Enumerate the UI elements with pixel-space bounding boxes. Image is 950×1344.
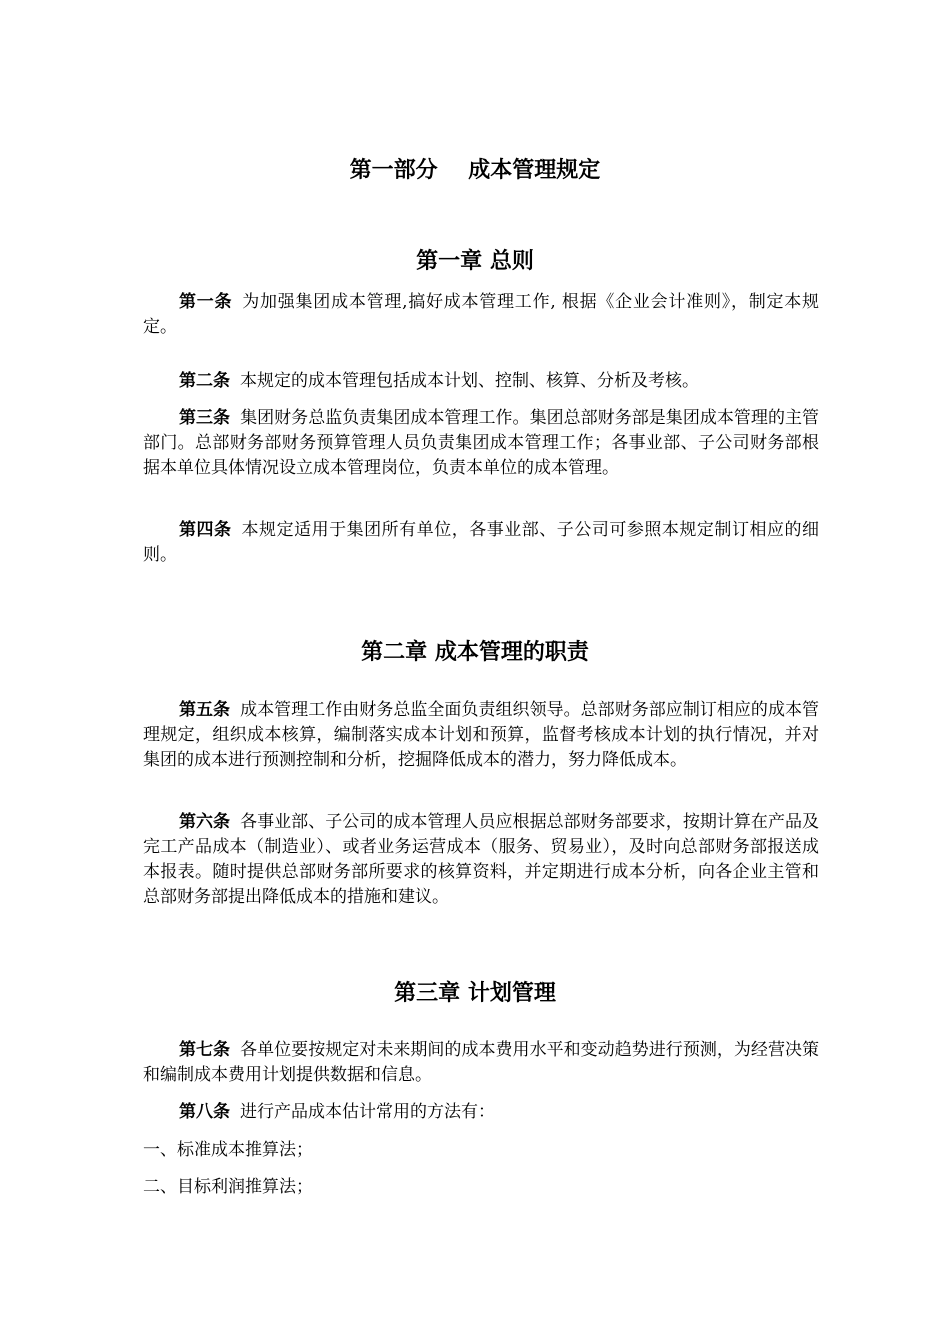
article-label: 第二条 xyxy=(179,371,230,391)
article-label: 第一条 xyxy=(179,292,233,312)
article-text: 各单位要按规定对未来期间的成本费用水平和变动趋势进行预测，为经营决策和编制成本费用计划提供数据和信息。 xyxy=(143,1040,820,1085)
article-label: 第八条 xyxy=(179,1102,230,1122)
article-text: 进行产品成本估计常用的方法有： xyxy=(240,1102,495,1122)
article-label: 第七条 xyxy=(179,1040,231,1060)
chapter-title: 第一章 总则 xyxy=(416,249,534,274)
article-paragraph xyxy=(143,698,819,773)
list-item: 一、标准成本推算法； xyxy=(143,1140,313,1160)
article-text: 集团财务总监负责集团成本管理工作。集团总部财务部是集团成本管理的主管部门。总部财务部财务预算管理人员负责集团成本管理工作；各事业部、子公司财务部根据本单位具体情况设立成本管理岗位，负责本单位的成本管理。 xyxy=(143,408,820,478)
list-item: 二、目标利润推算法； xyxy=(143,1177,313,1197)
article-text: 本规定适用于集团所有单位，各事业部、子公司可参照本规定制订相应的细则。 xyxy=(143,520,820,565)
article-label: 第三条 xyxy=(179,408,231,428)
article-label: 第六条 xyxy=(179,812,231,832)
chapter-title: 第三章 计划管理 xyxy=(394,981,556,1006)
article-paragraph xyxy=(143,369,819,394)
article-paragraph xyxy=(143,810,819,910)
article-paragraph xyxy=(143,1038,819,1088)
chapter-title: 第二章 成本管理的职责 xyxy=(361,640,589,665)
article-text: 本规定的成本管理包括成本计划、控制、核算、分析及考核。 xyxy=(240,371,699,391)
article-paragraph xyxy=(143,406,819,481)
article-paragraph xyxy=(143,518,819,568)
article-text: 成本管理工作由财务总监全面负责组织领导。总部财务部应制订相应的成本管理规定，组织成本核算，编制落实成本计划和预算，监督考核成本计划的执行情况，并对集团的成本进行预测控制和分析，挖掘降低成本的潜力，努力降低成本。 xyxy=(143,700,820,770)
article-text: 为加强集团成本管理,搞好成本管理工作, 根据《企业会计准则》，制定本规定。 xyxy=(143,292,819,337)
article-text: 各事业部、子公司的成本管理人员应根据总部财务部要求，按期计算在产品及完工产品成本（制造业）、或者业务运营成本（服务、贸易业），及时向总部财务部报送成本报表。随时提供总部财务部所要求的核算资料，并定期进行成本分析，向各企业主管和总部财务部提出降低成本的措施和建议。 xyxy=(143,812,820,907)
article-label: 第四条 xyxy=(179,520,232,540)
part-title: 第一部分 成本管理规定 xyxy=(349,158,601,183)
article-label: 第五条 xyxy=(179,700,231,720)
article-paragraph xyxy=(143,290,819,340)
article-paragraph xyxy=(143,1100,819,1125)
